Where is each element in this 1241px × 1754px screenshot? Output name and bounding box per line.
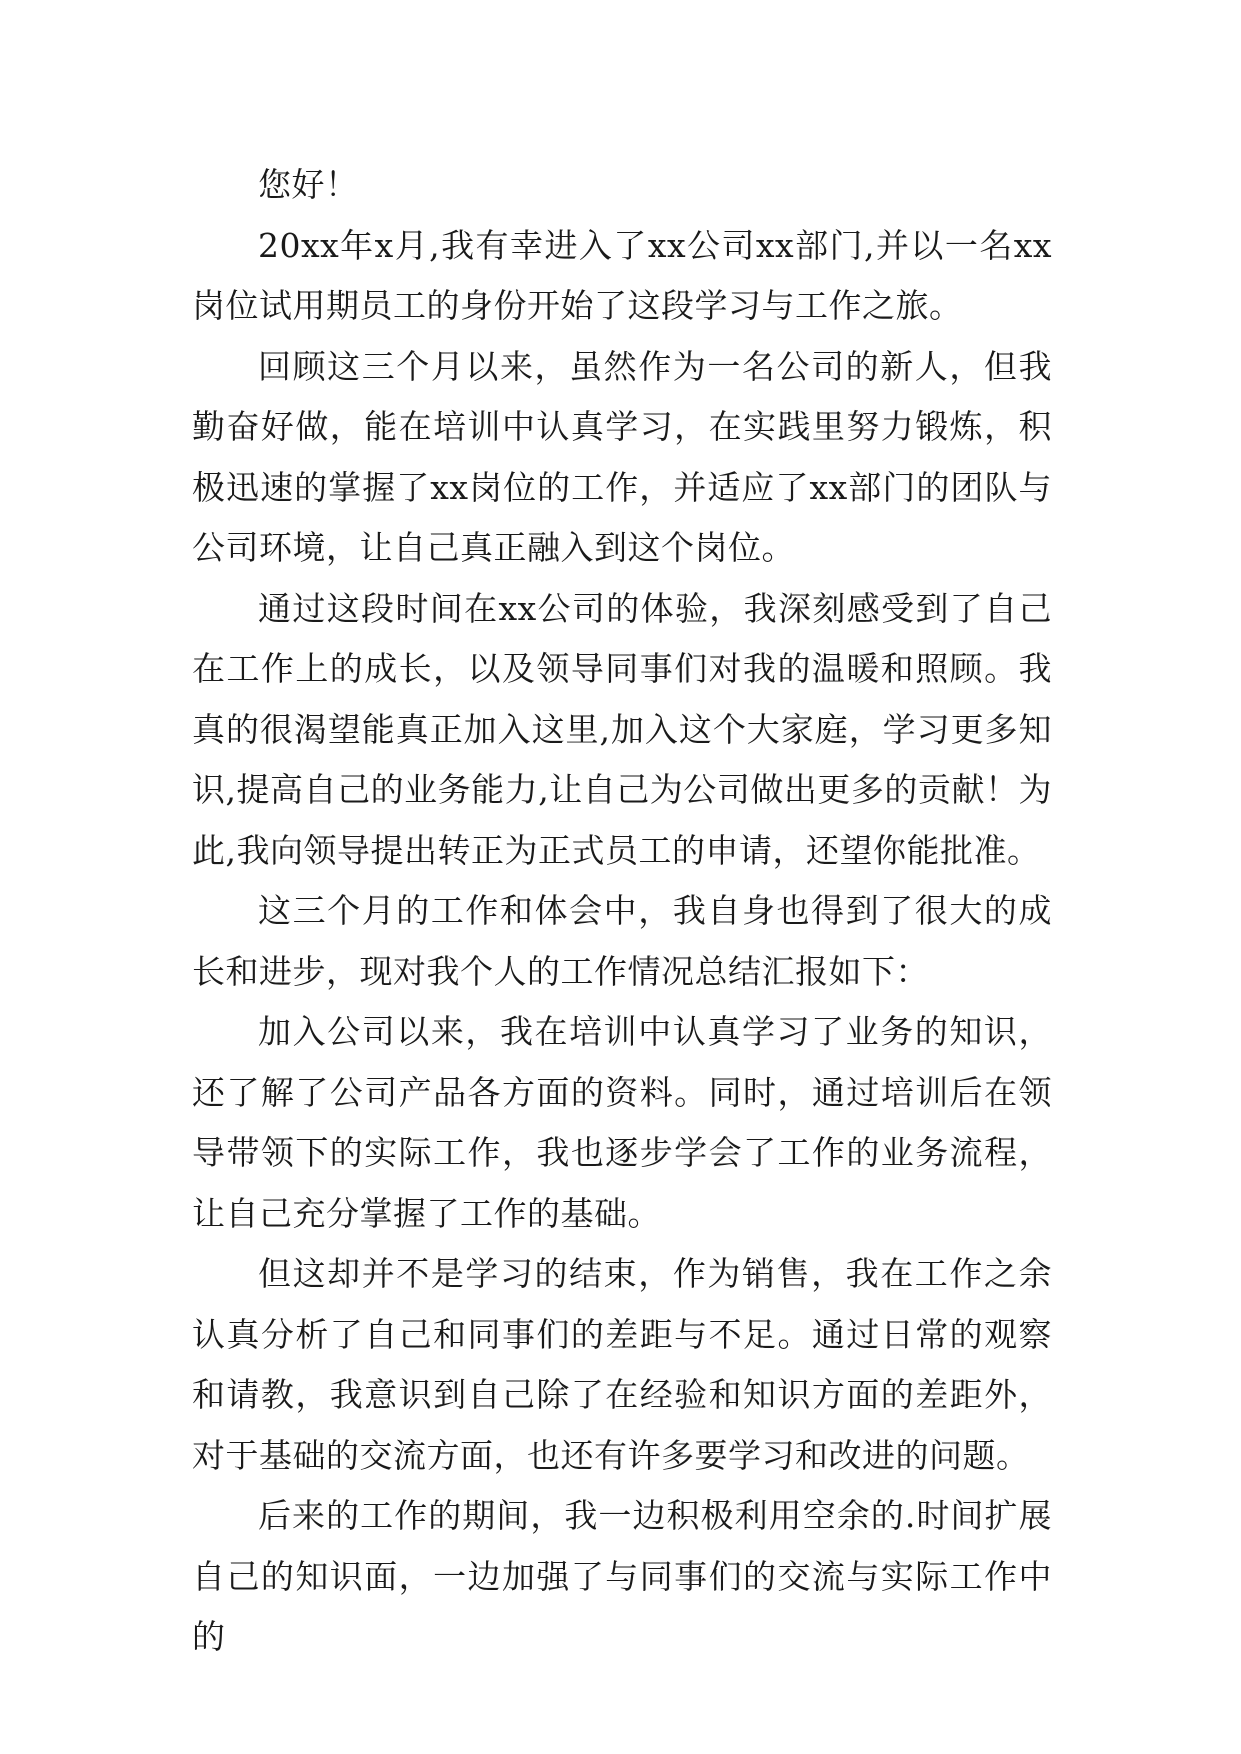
paragraph-review: 回顾这三个月以来，虽然作为一名公司的新人，但我勤奋好做，能在培训中认真学习，在实践里努力锻炼，积极迅速的掌握了xx岗位的工作，并适应了xx部门的团队与公司环境，让自己真正融入到这个岗位。	[192, 346, 1052, 567]
greeting-paragraph: 您好！	[258, 165, 359, 204]
document-body	[192, 155, 1052, 1668]
paragraph-reflection: 但这却并不是学习的结束，作为销售，我在工作之余认真分析了自己和同事们的差距与不足。通过日常的观察和请教，我意识到自己除了在经验和知识方面的差距外，对于基础的交流方面，也还有许多要学习和改进的问题。	[192, 1254, 1052, 1475]
paragraph-application: 通过这段时间在xx公司的体验，我深刻感受到了自己在工作上的成长，以及领导同事们对我的温暖和照顾。我真的很渴望能真正加入这里,加入这个大家庭，学习更多知识,提高自己的业务能力,让自己为公司做出更多的贡献！为此,我向领导提出转正为正式员工的申请，还望你能批准。	[192, 588, 1052, 870]
paragraph-intro: 20xx年x月,我有幸进入了xx公司xx部门,并以一名xx岗位试用期员工的身份开始了这段学习与工作之旅。	[192, 225, 1052, 325]
paragraph-training: 加入公司以来，我在培训中认真学习了业务的知识，还了解了公司产品各方面的资料。同时，通过培训后在领导带领下的实际工作，我也逐步学会了工作的业务流程，让自己充分掌握了工作的基础。	[192, 1012, 1052, 1233]
paragraph-summary-intro: 这三个月的工作和体会中，我自身也得到了很大的成长和进步，现对我个人的工作情况总结汇报如下：	[192, 891, 1052, 991]
paragraph-improvement: 后来的工作的期间，我一边积极利用空余的.时间扩展自己的知识面，一边加强了与同事们的交流与实际工作中的	[192, 1496, 1052, 1656]
